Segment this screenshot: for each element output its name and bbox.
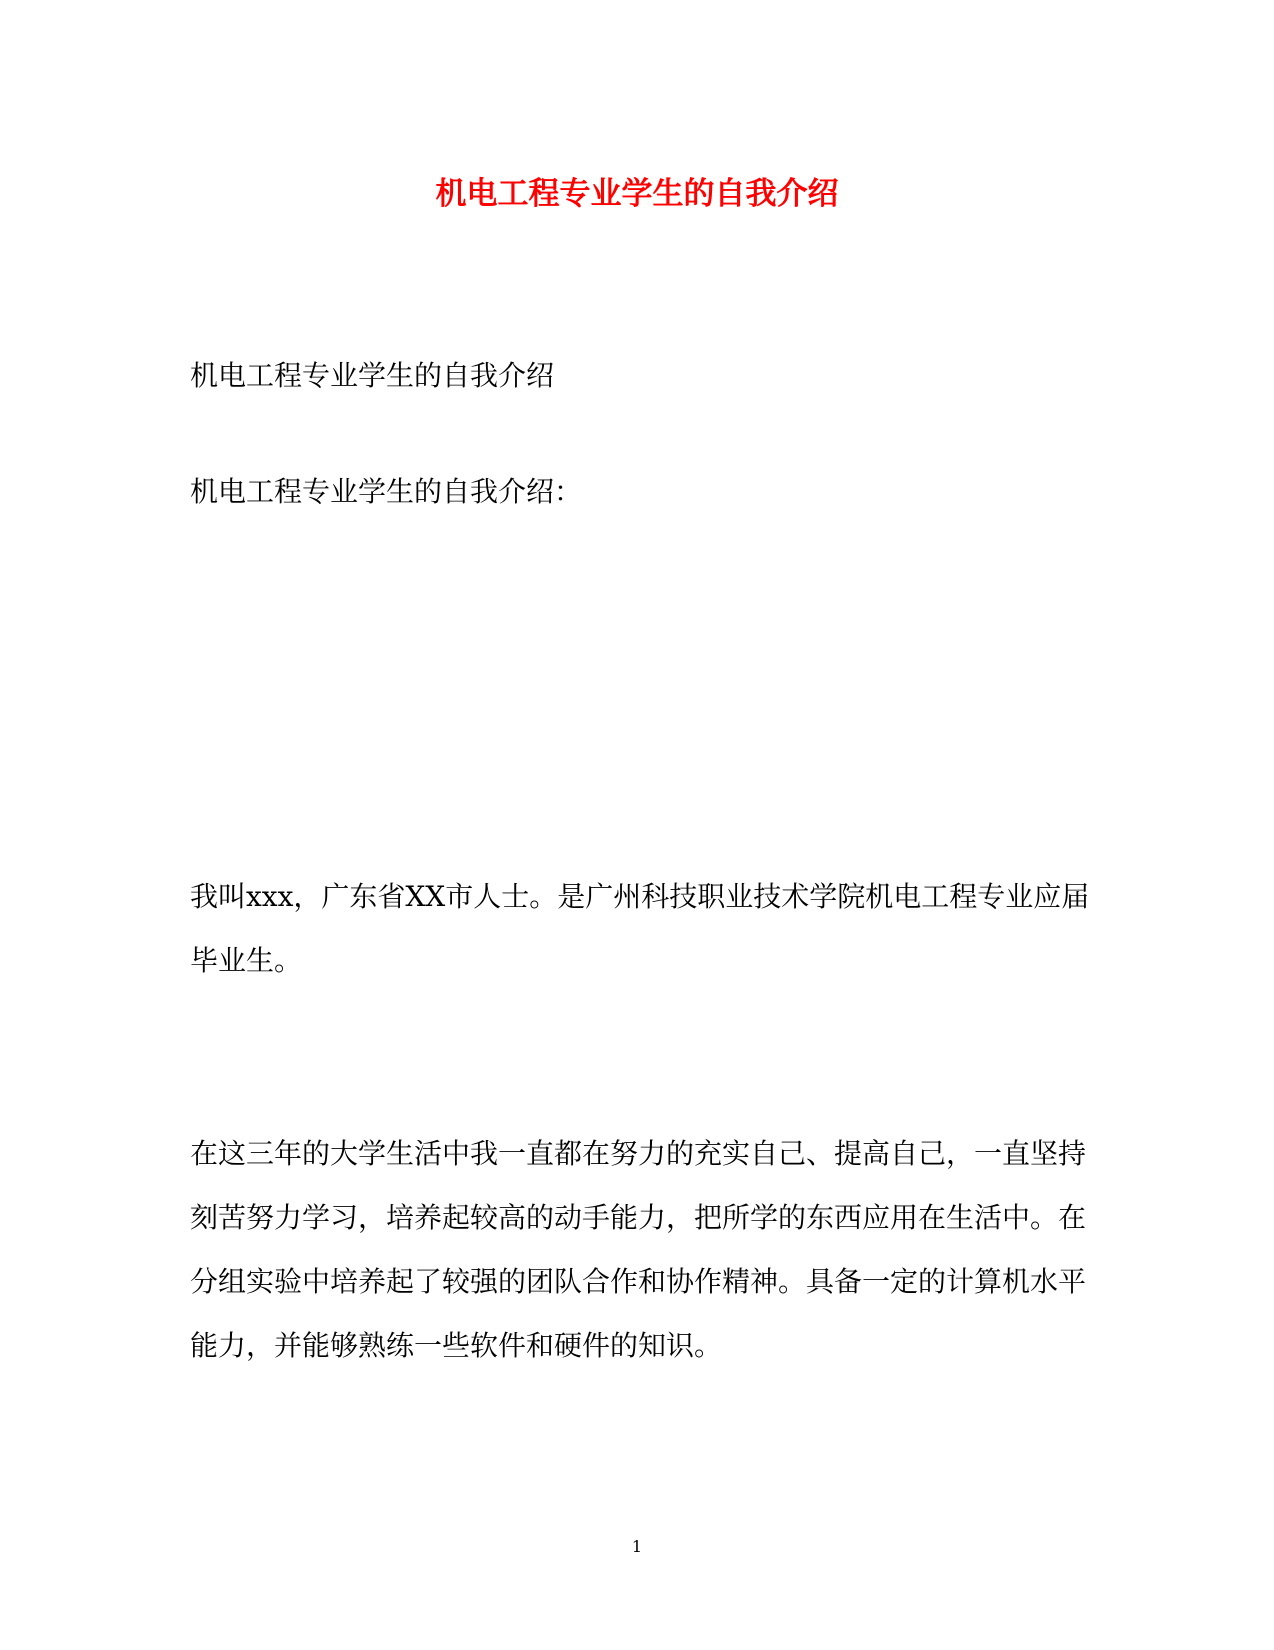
document-title: 机电工程专业学生的自我介绍: [435, 176, 839, 212]
paragraph-intro: 机电工程专业学生的自我介绍：: [190, 475, 583, 508]
page-number: 1: [631, 1537, 643, 1556]
paragraph-heading: 机电工程专业学生的自我介绍: [190, 359, 555, 392]
paragraph-experience: 在这三年的大学生活中我一直都在努力的充实自己、提高自己，一直坚持刻苦努力学习，培养起较高的动手能力，把所学的东西应用在生活中。在分组实验中培养起了较强的团队合作和协作精神。具备一定的计算机水平能力，并能够熟练一些软件和硬件的知识。: [190, 1137, 1087, 1362]
paragraph-background: 我叫xxx，广东省XX市人士。是广州科技职业技术学院机电工程专业应届毕业生。: [190, 880, 1090, 977]
